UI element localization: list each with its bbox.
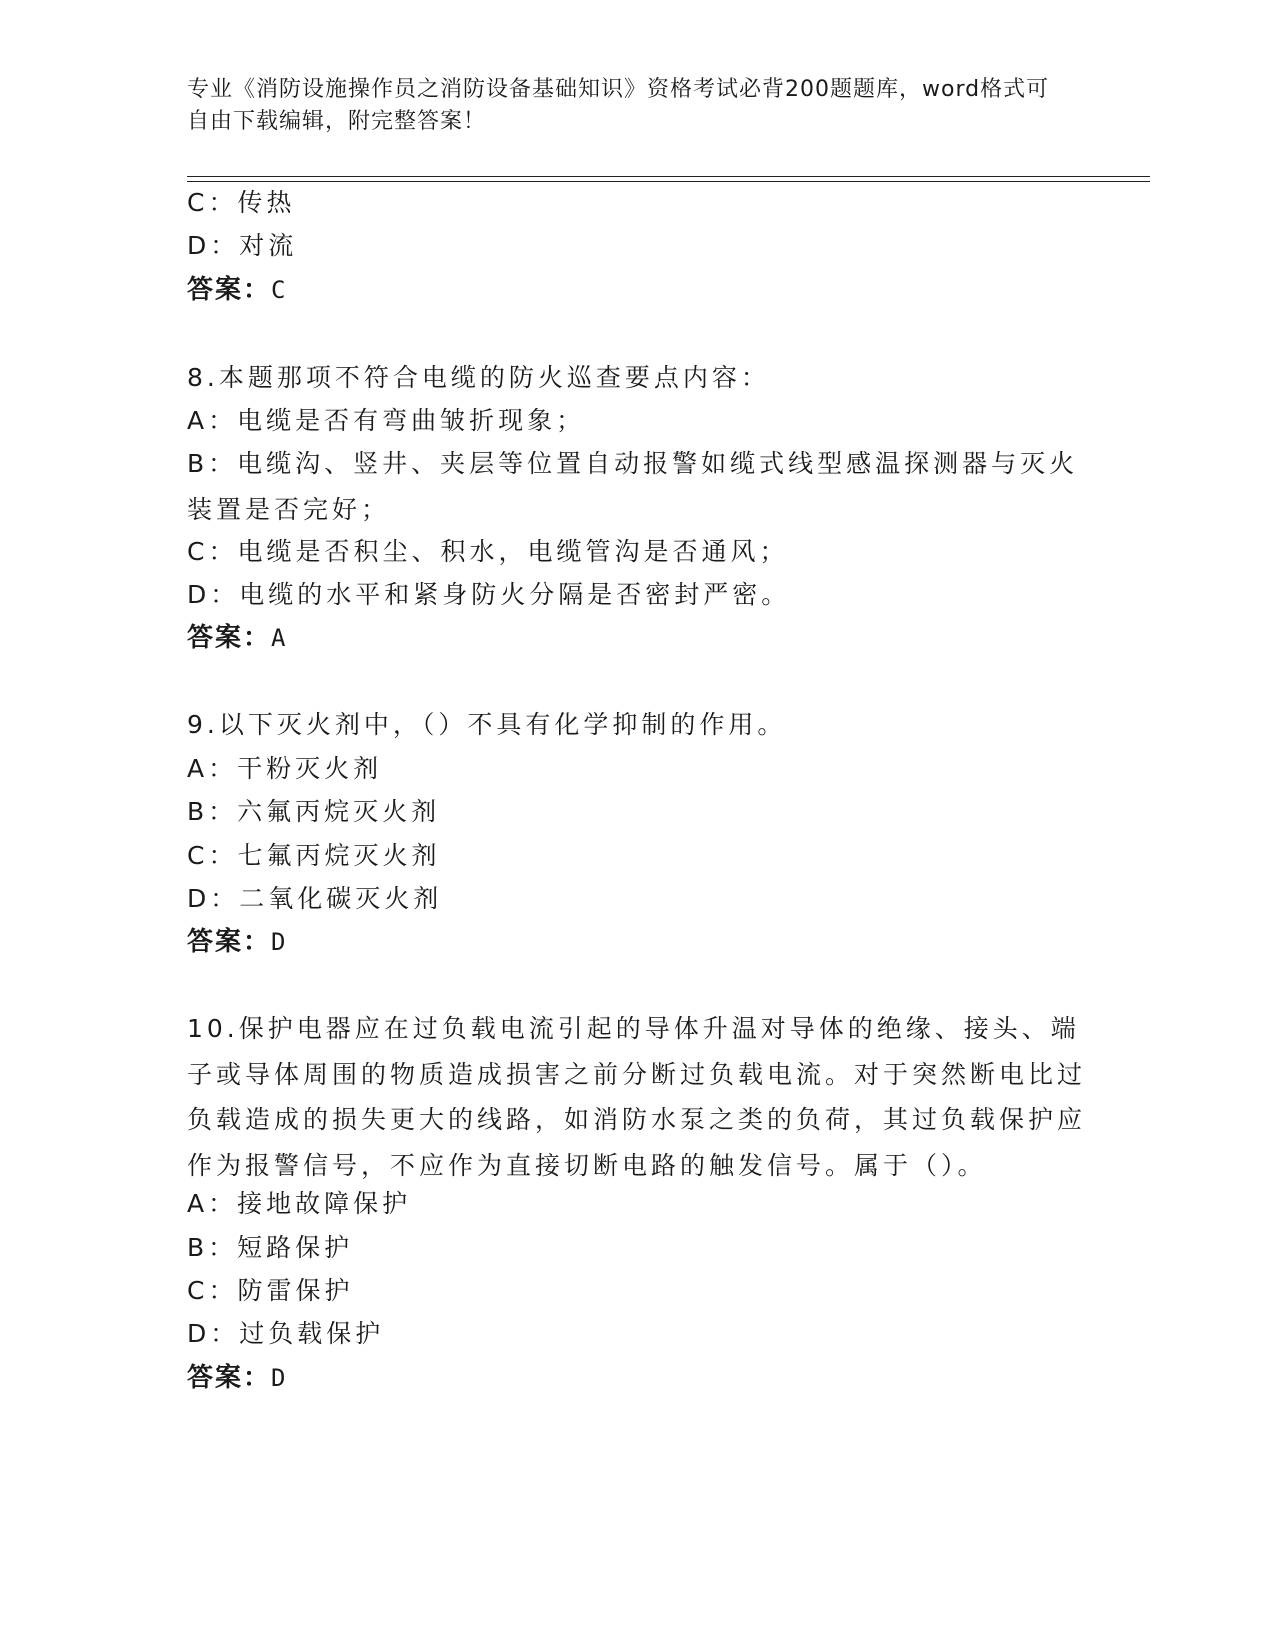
answer-value: C: [271, 276, 286, 304]
q8-answer: [187, 621, 285, 655]
q9-option-a: A：干粉灭火剂: [187, 754, 383, 783]
q10-stem: 10.保护电器应在过负载电流引起的导体升温对导体的绝缘、接头、端子或导体周围的物质造成损害之前分断过负载电流。对于突然断电比过负载造成的损失更大的线路，如消防水泵之类的负荷，其过负载保护应作为报警信号，不应作为直接切断电路的触发信号。属于（）。: [187, 1014, 1087, 1180]
q9-option-b: B：六氟丙烷灭火剂: [187, 797, 441, 826]
q8-stem: 8.本题那项不符合电缆的防火巡查要点内容：: [187, 363, 770, 392]
q8-option-b: B：电缆沟、竖井、夹层等位置自动报警如缆式线型感温探测器与灭火装置是否完好；: [187, 449, 1079, 524]
q10-option-b: B：短路保护: [187, 1233, 354, 1262]
answer-label: 答案：: [187, 927, 272, 957]
q8-option-d: D：电缆的水平和紧身防火分隔是否密封严密。: [187, 580, 791, 609]
answer-label: 答案：: [187, 275, 272, 305]
q7-option-c: C：传热: [187, 188, 296, 217]
q7-option-d: D：对流: [187, 231, 298, 260]
q10-option-c: C：防雷保护: [187, 1276, 354, 1305]
header-rule-bottom: [187, 181, 1150, 182]
q8-option-a: A：电缆是否有弯曲皱折现象；: [187, 406, 586, 435]
answer-label: 答案：: [187, 623, 272, 653]
document-header: 专业《消防设施操作员之消防设备基础知识》资格考试必背200题题库，word格式可自由下载编辑，附完整答案！: [187, 77, 1050, 134]
q10-option-a: A：接地故障保护: [187, 1189, 412, 1218]
q10-option-d: D：过负载保护: [187, 1319, 385, 1348]
q9-option-d: D：二氧化碳灭火剂: [187, 884, 443, 913]
answer-label: 答案：: [187, 1363, 272, 1393]
q9-stem: 9.以下灭火剂中，（）不具有化学抑制的作用。: [187, 710, 787, 739]
answer-value: D: [271, 928, 286, 956]
q7-answer: [187, 273, 285, 307]
q9-answer: [187, 925, 285, 959]
answer-value: A: [271, 624, 286, 652]
q8-option-c: C：电缆是否积尘、积水，电缆管沟是否通风；: [187, 537, 789, 566]
q10-answer: [187, 1361, 285, 1395]
q9-option-c: C：七氟丙烷灭火剂: [187, 841, 441, 870]
answer-value: D: [271, 1364, 286, 1392]
header-rule-top: [187, 176, 1150, 177]
